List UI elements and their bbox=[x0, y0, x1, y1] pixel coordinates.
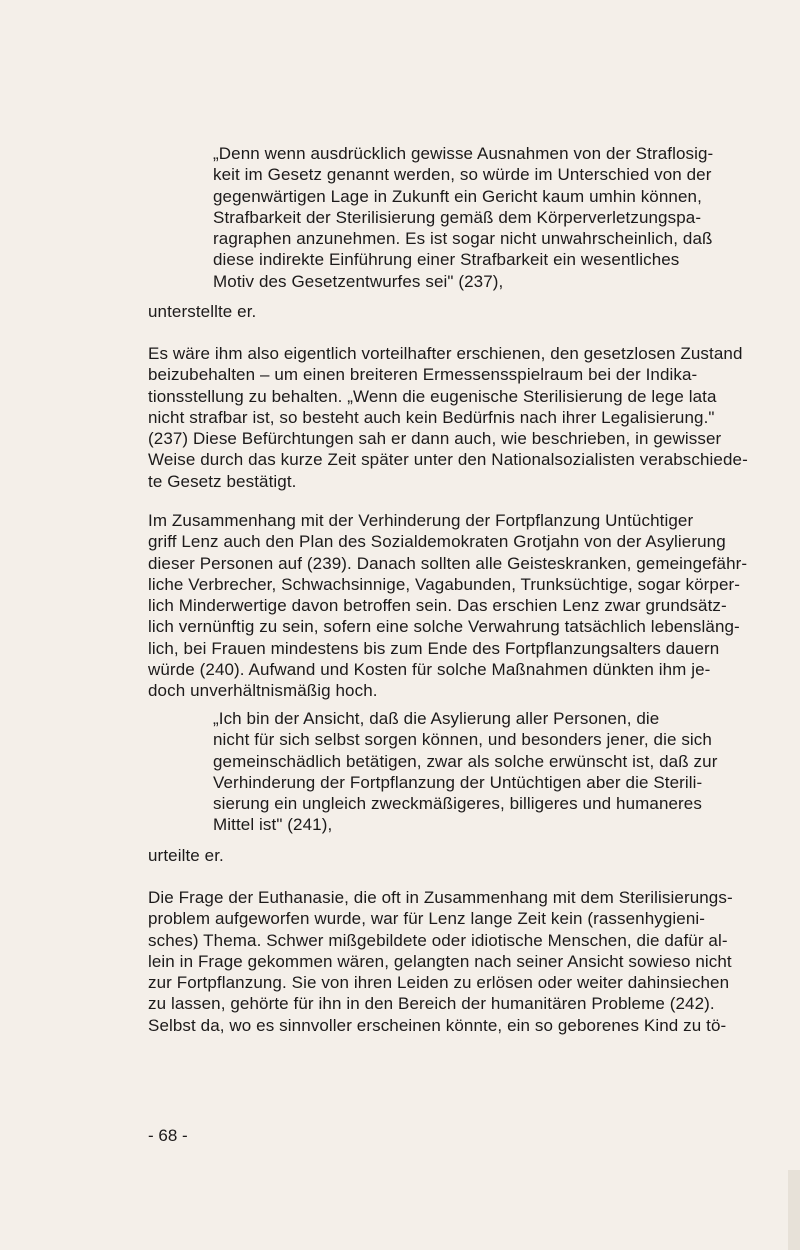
page-number: - 68 - bbox=[148, 1126, 188, 1145]
block-quote-1: „Denn wenn ausdrücklich gewisse Ausnahmen von der Straflosig- keit im Gesetz genannt werden, so würde im Unterschied von der gegenwärtigen Lage in Zukunft ein Gericht kaum umhin können, Strafbarkeit der Sterilisierung gemäß dem Körperverletzungspa- ragraphen anzunehmen. Es ist sogar nicht unwahrscheinlich, daß diese indirekte Einführung einer Strafbarkeit ein wesentliches Motiv des Gesetzentwurfes sei" (237), bbox=[213, 144, 714, 291]
paragraph-2: Im Zusammenhang mit der Verhinderung der Fortpflanzung Untüchtiger griff Lenz auch den Plan des Sozialdemokraten Grotjahn von der Asylierung dieser Personen auf (239). Danach sollten alle Geisteskranken, gemeingefähr- liche Verbrecher, Schwachsinnige, Vagabunden, Trunksüchtige, sogar körper- lich Minderwertige davon betroffen sein. Das erschien Lenz zwar grundsätz- lich vernünftig zu sein, sofern eine solche Verwahrung tatsächlich lebensläng- lich, bei Frauen mindestens bis zum Ende des Fortpflanzungsalters dauern würde (240). Aufwand und Kosten für solche Maßnahmen dünkten ihm je- doch unverhältnismäßig hoch. bbox=[148, 511, 748, 701]
block-quote-2: „Ich bin der Ansicht, daß die Asylierung aller Personen, die nicht für sich selbst sorgen können, und besonders jener, die sich gemeinschädlich betätigen, zwar als solche erwünscht ist, daß zur Verhinderung der Fortpflanzung der Untüchtigen aber die Sterili- sierung ein ungleich zweckmäßigeres, billigeres und humaneres Mittel ist" (241), bbox=[213, 709, 718, 835]
paragraph-1: Es wäre ihm also eigentlich vorteilhafter erschienen, den gesetzlosen Zustand beizubehalten – um einen breiteren Ermessensspielraum bei der Indika- tionsstellung zu behalten. „Wenn die eugenische Sterilisierung de lege lata nicht strafbar ist, so besteht auch kein Bedürfnis nach ihrer Legalisierung." (237) Diese Befürchtungen sah er dann auch, wie beschrieben, in gewisser Weise durch das kurze Zeit später unter den Nationalsozialisten verabschiede- te Gesetz bestätigt. bbox=[148, 344, 748, 491]
quote-attribution-2: urteilte er. bbox=[148, 846, 224, 865]
paragraph-3: Die Frage der Euthanasie, die oft in Zusammenhang mit dem Sterilisierungs- problem aufgeworfen wurde, war für Lenz lange Zeit kein (rassenhygieni- sches) Thema. Schwer mißgebildete oder idiotische Menschen, die dafür al- lein in Frage gekommen wären, gelangten nach seiner Ansicht sowieso nicht zur Fortpflanzung. Sie von ihren Leiden zu erlösen oder weiter dahinsiechen zu lassen, gehörte für ihn in den Bereich der humanitären Probleme (242). Selbst da, wo es sinnvoller erscheinen könnte, ein so geborenes Kind zu tö- bbox=[148, 888, 733, 1035]
quote-attribution-1: unterstellte er. bbox=[148, 302, 257, 321]
scan-edge-shadow bbox=[788, 1170, 800, 1250]
